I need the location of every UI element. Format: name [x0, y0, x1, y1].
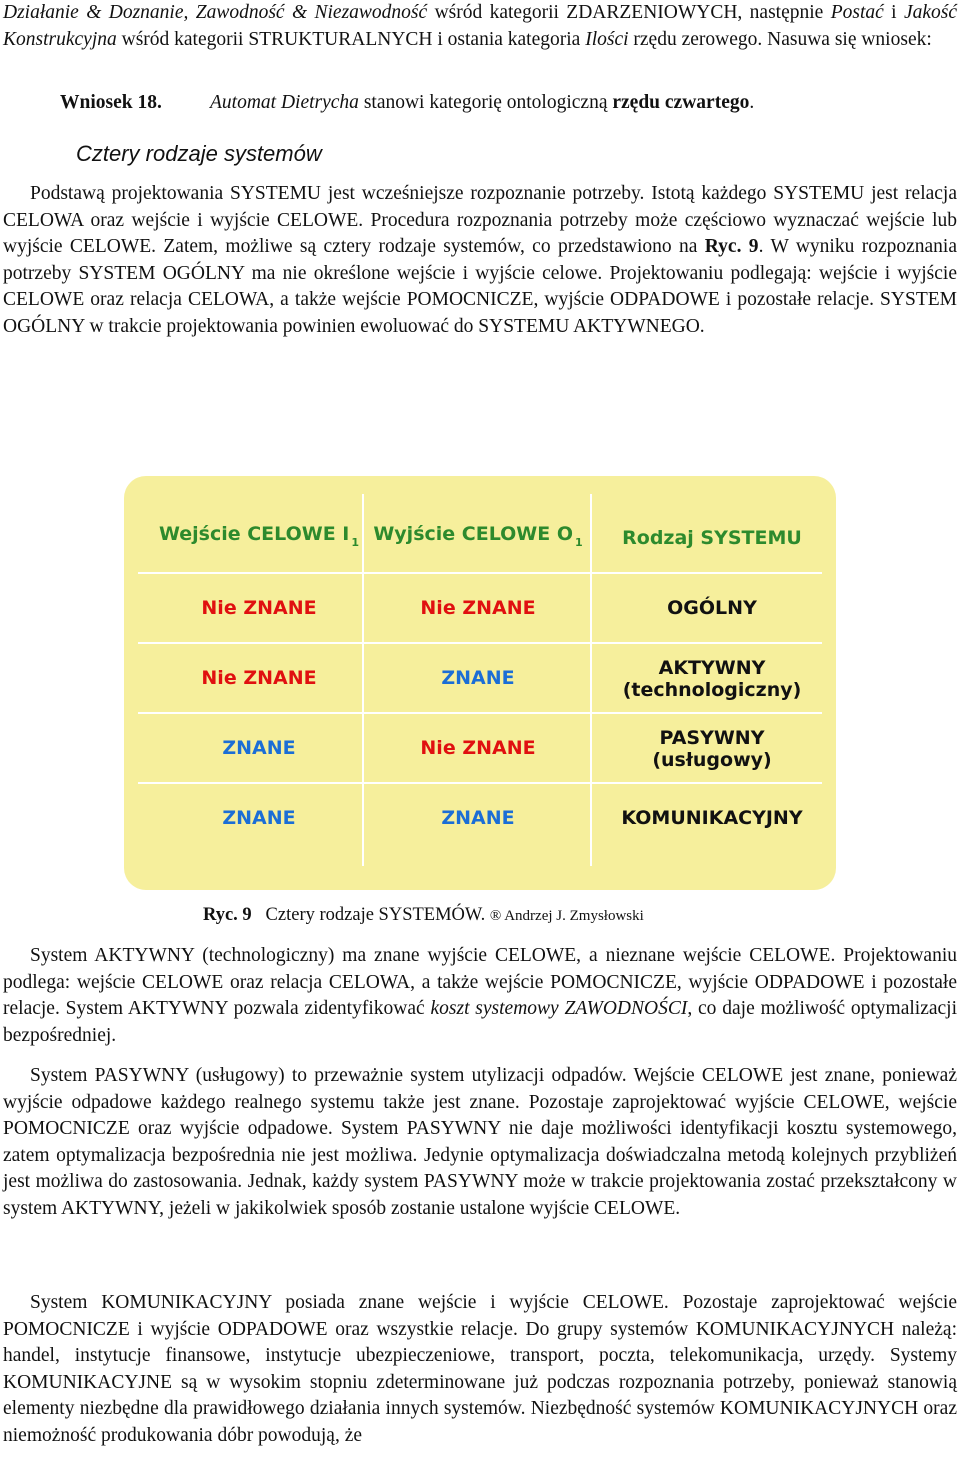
- paragraph-systems-intro: [3, 181, 957, 341]
- intro-italic-ilosci: Ilości: [585, 28, 629, 50]
- row1-kind: OGÓLNY: [667, 597, 757, 619]
- conclusion-label: Wniosek 18.: [60, 92, 162, 113]
- para1-figure-ref: Ryc. 9: [704, 236, 759, 258]
- header-input: Wejście CELOWE I $_1$: [158, 522, 360, 549]
- row2-kind: AKTYWNY (technologiczny): [622, 657, 802, 701]
- intro-mid-i: i: [883, 2, 904, 23]
- paragraph-active-system: System AKTYWNY (technologiczny) ma znane wyjście CELOWE, a nieznane wejście CELOWE. Projektowaniu podlega: wejście CELOWE oraz relacja CELOWA, a także wejście POMOCNICZE, wyjście ODPADOWE i pozostałe relacje. System AKTYWNY pozwala zidentyfikować koszt systemowy ZAWODNOŚCI, co daje możliwość optymalizacji bezpośredniej.: [3, 945, 958, 1046]
- caption-ref: Ryc. 9: [203, 905, 252, 925]
- row3-kind: PASYWNY (usługowy): [652, 727, 772, 771]
- row3-output: Nie ZNANE: [420, 737, 536, 759]
- intro-italic-jakosc: Jakość Konstrukcyjna: [3, 2, 958, 50]
- intro-italic-a: Działanie & Doznanie, Zawodność & Niezawodność: [3, 2, 428, 23]
- row3-input: ZNANE: [222, 737, 296, 759]
- caption-title: Cztery rodzaje SYSTEMÓW.: [265, 905, 486, 925]
- conclusion-italic: Automat Dietrycha: [210, 92, 359, 113]
- grid-divider: [590, 494, 592, 866]
- intro-paragraph: [3, 0, 957, 53]
- systems-table-figure: [124, 476, 836, 890]
- paragraph-passive-system: System PASYWNY (usługowy) to przeważnie system utylizacji odpadów. Wejście CELOWE jest znane, ponieważ wyjście odpadowe każdego realnego systemu także jest znane. Pozostaje zaprojektować wyjście CELOWE, wejście POMOCNICZE oraz wyjście odpadowe. System PASYWNY nie daje możliwości identyfikacji kosztu systemowego, zatem optymalizacja bezpośrednia nie jest możliwa. Jedynie optymalizacja doświadczalna metodą kolejnych przybliżeń jest możliwa do zastosowania. Jednak, każdy system PASYWNY może w trakcie projektowania zostać przekształcony w system AKTYWNY, jeżeli w jakikolwiek sposób zostanie ustalone wyjście CELOWE.: [3, 1065, 957, 1219]
- intro-italic-postac: Postać: [830, 2, 884, 23]
- conclusion-end: .: [749, 92, 755, 113]
- intro-mid-b: wśród kategorii STRUKTURALNYCH i ostania kategoria: [116, 28, 586, 50]
- section-heading: Cztery rodzaje systemów: [76, 141, 322, 166]
- grid-divider: [138, 572, 822, 574]
- row4-input: ZNANE: [222, 807, 296, 829]
- paragraph-communication-system: System KOMUNIKACYJNY posiada znane wejście i wyjście CELOWE. Pozostaje zaprojektować wejście POMOCNICZE i wyjście ODPADOWE oraz wszystkie relacje. Do grupy systemów KOMUNIKACYJNYCH należą: handel, instytucje finansowe, instytucje ubezpieczeniowe, transport, poczta, telekomunikacja, urzędy. Systemy KOMUNIKACYJNE są w wysokim stopniu zdeterminowane już podczas rozpoznania potrzeby, ponieważ stanowią elementy niezbędne dla prawidłowego działania innych systemów. Niezbędność systemów KOMUNIKACYJNYCH oraz niemożność produkowania dóbr powodują, że: [3, 1292, 957, 1446]
- row2-output: ZNANE: [441, 667, 515, 689]
- row1-output: Nie ZNANE: [420, 597, 536, 619]
- grid-divider: [138, 712, 822, 714]
- figure-caption: [203, 905, 644, 926]
- grid-divider: [138, 642, 822, 644]
- conclusion-18: [60, 90, 754, 116]
- row2-input: Nie ZNANE: [201, 667, 317, 689]
- header-system-kind: Rodzaj SYSTEMU: [622, 527, 802, 549]
- header-output: Wyjście CELOWE O $_1$: [373, 522, 583, 549]
- intro-end: rzędu zerowego. Nasuwa się wniosek:: [628, 28, 932, 50]
- row1-input: Nie ZNANE: [201, 597, 317, 619]
- caption-author: ® Andrzej J. Zmysłowski: [489, 908, 644, 924]
- para1-a: Podstawą projektowania SYSTEMU jest wcześniejsze rozpoznanie potrzeby. Istotą każdego SYSTEMU jest relacja CELOWA oraz wejście i wyjście CELOWE. Procedura rozpoznania potrzeby może częściowo wyznaczać wejście lub wyjście CELOWE. Zatem, możliwe są cztery rodzaje systemów, co przedstawiono na: [3, 183, 957, 258]
- para1-b: . W wyniku rozpoznania potrzeby SYSTEM OGÓLNY ma nie określone wejście i wyjście celowe. Projektowaniu podlegają: wejście i wyjście CELOWE oraz relacja CELOWA, a także wejście POMOCNICZE, wyjście ODPADOWE i pozostałe relacje. SYSTEM OGÓLNY w trakcie projektowania powinien ewoluować do SYSTEMU AKTYWNEGO.: [3, 236, 957, 337]
- row4-output: ZNANE: [441, 807, 515, 829]
- row4-kind: KOMUNIKACYJNY: [621, 807, 803, 829]
- intro-mid: wśród kategorii ZDARZENIOWYCH, następnie: [427, 2, 831, 23]
- para2-italic: koszt systemowy ZAWODNOŚCI: [430, 998, 688, 1020]
- conclusion-bold: rzędu czwartego: [612, 92, 750, 113]
- grid-divider: [138, 782, 822, 784]
- conclusion-mid: stanowi kategorię ontologiczną: [358, 92, 613, 113]
